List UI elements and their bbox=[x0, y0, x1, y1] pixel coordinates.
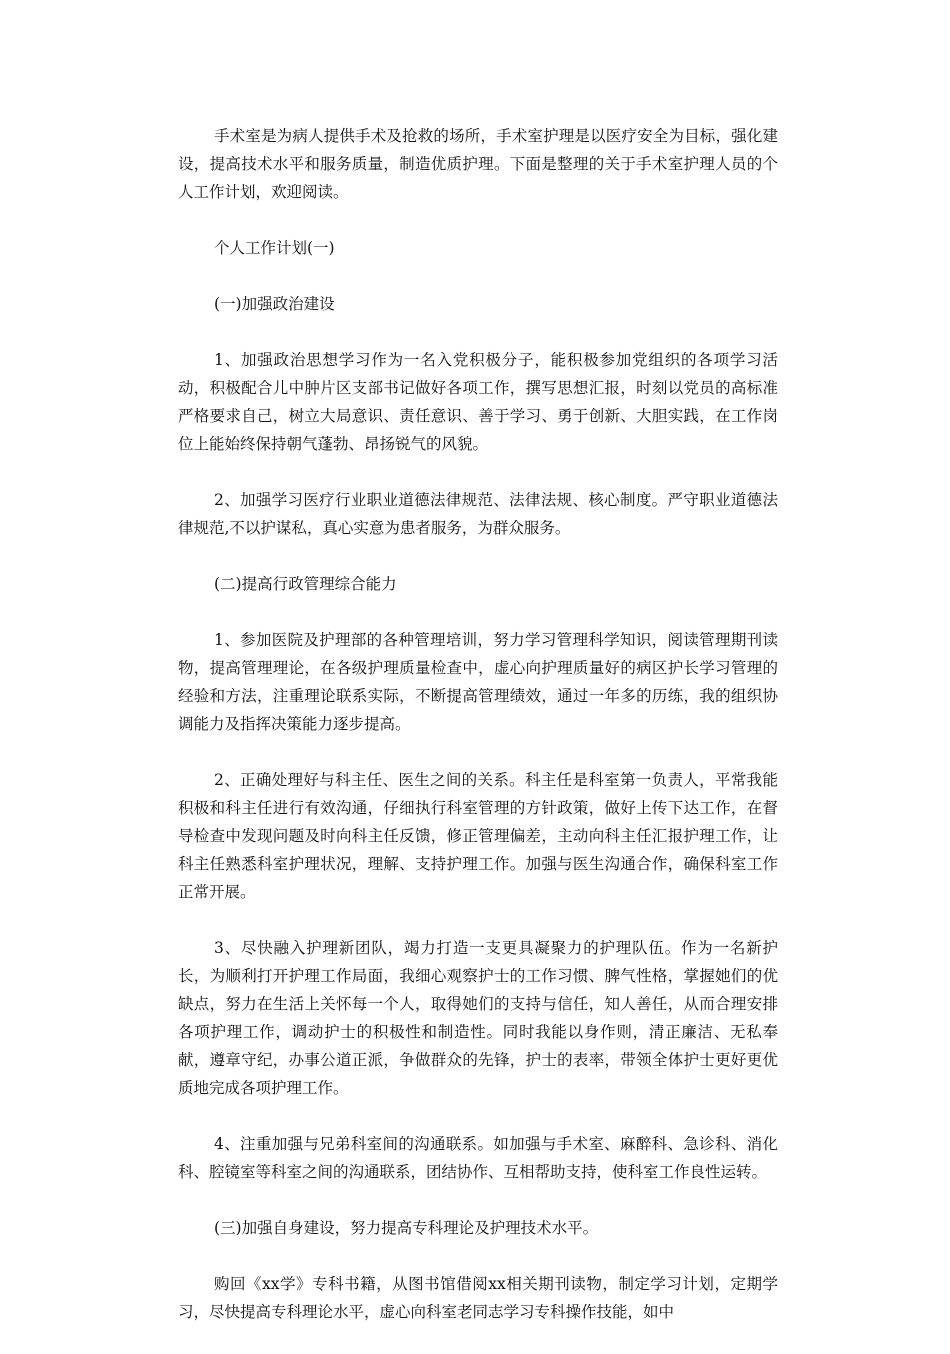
section-heading-political: (一)加强政治建设 bbox=[214, 295, 335, 313]
intro-paragraph: 手术室是为病人提供手术及抢救的场所，手术室护理是以医疗安全为目标，强化建设，提高技术水平和服务质量，制造优质护理。下面是整理的关于手术室护理人员的个人工作计划，欢迎阅读。 bbox=[178, 127, 778, 201]
document-body bbox=[178, 122, 778, 1354]
section-heading-self-development: (三)加强自身建设，努力提高专科理论及护理技术水平。 bbox=[214, 1219, 599, 1237]
management-item-1: 1、参加医院及护理部的各种管理培训，努力学习管理科学知识，阅读管理期刊读物，提高管理理论，在各级护理质量检查中，虚心向护理质量好的病区护长学习管理的经验和方法，注重理论联系实际，不断提高管理绩效，通过一年多的历练，我的组织协调能力及指挥决策能力逐步提高。 bbox=[178, 631, 778, 733]
plan-title: 个人工作计划(一) bbox=[214, 239, 335, 257]
management-item-4: 4、注重加强与兄弟科室间的沟通联系。如加强与手术室、麻醉科、急诊科、消化科、腔镜室等科室之间的沟通联系，团结协作、互相帮助支持，使科室工作良性运转。 bbox=[178, 1135, 778, 1181]
management-item-3: 3、尽快融入护理新团队，竭力打造一支更具凝聚力的护理队伍。作为一名新护长，为顺利打开护理工作局面，我细心观察护士的工作习惯、脾气性格，掌握她们的优缺点，努力在生活上关怀每一个人，取得她们的支持与信任，知人善任，从而合理安排各项护理工作，调动护士的积极性和制造性。同时我能以身作则，清正廉洁、无私奉献，遵章守纪，办事公道正派，争做群众的先锋，护士的表率，带领全体护士更好更优质地完成各项护理工作。 bbox=[178, 939, 778, 1097]
political-item-1: 1、加强政治思想学习作为一名入党积极分子，能积极参加党组织的各项学习活动，积极配合儿中肿片区支部书记做好各项工作，撰写思想汇报，时刻以党员的高标准严格要求自己，树立大局意识、责任意识、善于学习、勇于创新、大胆实践，在工作岗位上能始终保持朝气蓬勃、昂扬锐气的风貌。 bbox=[178, 351, 778, 453]
self-development-paragraph: 购回《xx学》专科书籍，从图书馆借阅xx相关期刊读物，制定学习计划，定期学习，尽快提高专科理论水平，虚心向科室老同志学习专科操作技能，如中 bbox=[178, 1275, 778, 1321]
management-item-2: 2、正确处理好与科主任、医生之间的关系。科主任是科室第一负责人，平常我能积极和科主任进行有效沟通，仔细执行科室管理的方针政策，做好上传下达工作，在督导检查中发现问题及时向科主任反馈，修正管理偏差，主动向科主任汇报护理工作，让科主任熟悉科室护理状况，理解、支持护理工作。加强与医生沟通合作，确保科室工作正常开展。 bbox=[178, 771, 778, 901]
section-heading-management: (二)提高行政管理综合能力 bbox=[214, 575, 397, 593]
political-item-2: 2、加强学习医疗行业职业道德法律规范、法律法规、核心制度。严守职业道德法律规范,不以护谋私，真心实意为患者服务，为群众服务。 bbox=[178, 491, 778, 537]
